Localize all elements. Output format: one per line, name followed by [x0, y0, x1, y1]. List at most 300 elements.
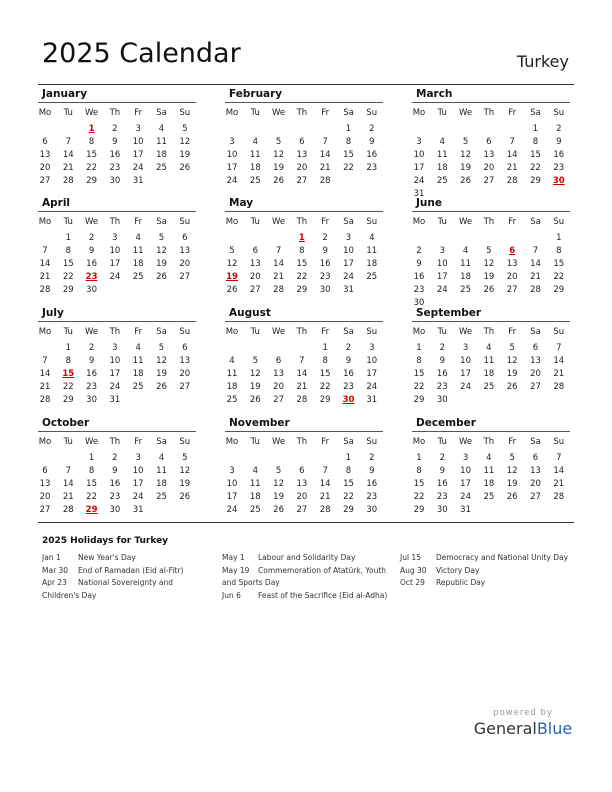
weekday-header: Mo — [38, 108, 52, 118]
month-underline — [38, 321, 196, 322]
day-cell: 12 — [179, 136, 191, 147]
page-title: 2025 Calendar — [42, 38, 241, 69]
day-cell: 17 — [436, 271, 448, 282]
day-cell: 4 — [135, 343, 141, 353]
day-cell: 27 — [530, 381, 541, 392]
day-cell: 15 — [343, 149, 354, 160]
day-cell: 22 — [86, 162, 97, 173]
weekday-header: Sa — [156, 217, 167, 227]
day-cell: 21 — [62, 491, 74, 502]
day-cell: 21 — [506, 162, 518, 173]
day-cell: 22 — [413, 381, 425, 392]
day-cell: 1 — [65, 343, 71, 353]
day-cell: 14 — [506, 149, 518, 160]
month-underline — [38, 431, 196, 432]
month-underline — [412, 211, 570, 212]
day-cell: 27 — [39, 175, 51, 186]
day-cell: 8 — [65, 245, 71, 256]
day-cell: 17 — [226, 162, 238, 173]
day-cell: 27 — [483, 175, 495, 186]
weekday-header: We — [459, 217, 473, 227]
holiday-name: New Year's Day — [78, 553, 136, 562]
day-cell: 27 — [39, 504, 51, 515]
month-name: July — [42, 307, 64, 319]
day-cell: 21 — [39, 271, 51, 282]
day-cell: 4 — [439, 136, 445, 147]
day-cell: 18 — [483, 368, 495, 379]
day-cell: 14 — [553, 465, 565, 476]
day-cell: 14 — [62, 149, 74, 160]
day-cell: 22 — [343, 162, 354, 173]
day-cell: 20 — [530, 478, 541, 489]
day-cell: 24 — [460, 381, 471, 392]
day-cell: 17 — [366, 368, 378, 379]
day-cell: 4 — [158, 453, 165, 463]
weekday-header: Fr — [134, 108, 143, 118]
day-cell: 31 — [366, 394, 378, 405]
day-cell: 29 — [62, 284, 74, 295]
day-cell: 10 — [460, 355, 471, 366]
month-name: January — [42, 88, 88, 100]
country-label: Turkey — [516, 52, 569, 71]
day-cell: 18 — [226, 381, 238, 392]
day-cell: 18 — [483, 478, 495, 489]
day-cell: 18 — [132, 258, 144, 269]
day-cell: 4 — [486, 343, 492, 353]
weekday-header: Tu — [63, 437, 73, 447]
day-cell: 20 — [179, 368, 191, 379]
day-cell: 26 — [273, 175, 284, 186]
day-cell: 28 — [62, 175, 74, 186]
holiday-column — [222, 552, 392, 602]
day-cell: 23 — [343, 381, 354, 392]
weekday-header: Sa — [156, 437, 167, 447]
holiday-name: Republic Day — [436, 578, 486, 587]
day-cell: 14 — [296, 368, 308, 379]
month-underline — [38, 211, 196, 212]
day-cell: 8 — [345, 465, 352, 476]
day-cell: 10 — [132, 136, 144, 147]
day-cell: 5 — [275, 465, 282, 476]
day-cell: 25 — [460, 284, 471, 295]
holiday-date: Apr 23 — [42, 578, 67, 587]
day-cell: 30 — [436, 504, 448, 515]
brand-blue: Blue — [536, 719, 573, 738]
day-cell: 22 — [413, 491, 425, 502]
weekday-header: Th — [109, 327, 121, 337]
day-cell: 13 — [179, 355, 191, 366]
day-cell: 28 — [506, 175, 518, 186]
day-cell: 24 — [413, 175, 425, 186]
day-cell: 3 — [112, 343, 118, 353]
day-cell: 25 — [156, 491, 167, 502]
weekday-header: Sa — [156, 327, 167, 337]
weekday-header: Sa — [343, 217, 354, 227]
day-cell: 23 — [319, 271, 331, 282]
day-cell: 17 — [132, 149, 144, 160]
weekday-header: Th — [109, 217, 121, 227]
holiday-day: 23 — [85, 271, 98, 282]
weekday-header: Fr — [134, 217, 143, 227]
day-cell: 1 — [345, 453, 352, 463]
weekday-header: Fr — [321, 217, 330, 227]
day-cell: 27 — [296, 175, 308, 186]
day-cell: 4 — [462, 245, 469, 256]
day-cell: 10 — [226, 478, 238, 489]
month-underline — [225, 102, 383, 103]
day-cell: 9 — [369, 465, 375, 476]
day-cell: 5 — [509, 343, 515, 353]
day-cell: 8 — [88, 465, 95, 476]
day-cell: 14 — [553, 355, 565, 366]
day-cell: 22 — [343, 491, 354, 502]
weekday-header: Sa — [530, 217, 541, 227]
generalblue-logo[interactable] — [473, 708, 573, 738]
day-cell: 15 — [319, 368, 331, 379]
day-cell: 2 — [369, 453, 375, 463]
day-cell: 24 — [460, 491, 471, 502]
day-cell: 19 — [156, 258, 167, 269]
weekday-header: Su — [366, 108, 378, 118]
weekday-header: Fr — [508, 437, 517, 447]
day-cell: 5 — [275, 136, 282, 147]
day-cell: 20 — [179, 258, 191, 269]
holiday-item — [42, 565, 212, 578]
weekday-header: Su — [553, 108, 565, 118]
holiday-date: Mar 30 — [42, 565, 69, 575]
day-cell: 11 — [460, 258, 471, 269]
day-cell: 24 — [226, 504, 238, 515]
day-cell: 6 — [486, 136, 492, 147]
day-cell: 6 — [275, 355, 282, 366]
day-cell: 7 — [556, 453, 562, 463]
day-cell: 8 — [556, 245, 562, 256]
day-cell: 9 — [88, 245, 95, 256]
day-cell: 30 — [366, 504, 378, 515]
day-cell: 2 — [88, 233, 95, 243]
day-cell: 21 — [296, 381, 308, 392]
holiday-date: May 19 — [222, 565, 250, 575]
day-cell: 25 — [132, 381, 144, 392]
day-cell: 3 — [112, 233, 118, 243]
day-cell: 28 — [62, 504, 74, 515]
weekday-header: Tu — [437, 217, 447, 227]
month-name: August — [229, 307, 271, 319]
day-cell: 30 — [436, 394, 448, 405]
day-cell: 19 — [506, 368, 518, 379]
day-cell: 22 — [296, 271, 308, 282]
day-cell: 1 — [416, 453, 422, 463]
month-name: March — [416, 88, 453, 100]
holiday-item — [222, 565, 392, 590]
day-cell: 26 — [249, 394, 261, 405]
day-cell: 11 — [249, 149, 261, 160]
day-cell: 9 — [556, 136, 562, 147]
weekday-header: We — [85, 327, 99, 337]
weekday-header: Fr — [508, 217, 517, 227]
day-cell: 13 — [530, 355, 541, 366]
day-cell: 22 — [62, 381, 74, 392]
day-cell: 21 — [319, 162, 331, 173]
holiday-name: Commemoration of Atatürk, Youth and Sports Day — [222, 565, 387, 587]
day-cell: 10 — [460, 465, 471, 476]
weekday-header: Sa — [343, 327, 354, 337]
weekday-header: Tu — [250, 437, 260, 447]
day-cell: 23 — [436, 491, 448, 502]
weekday-header: We — [272, 327, 286, 337]
holiday-item — [42, 577, 212, 602]
day-cell: 11 — [249, 478, 261, 489]
day-cell: 20 — [273, 381, 284, 392]
day-cell: 24 — [132, 162, 144, 173]
day-cell: 8 — [299, 245, 305, 256]
day-cell: 23 — [109, 491, 121, 502]
day-cell: 22 — [553, 271, 565, 282]
day-cell: 19 — [156, 368, 167, 379]
weekday-header: Th — [483, 217, 495, 227]
top-divider — [38, 84, 574, 85]
day-cell: 9 — [416, 258, 422, 269]
day-cell: 25 — [483, 381, 495, 392]
day-cell: 14 — [39, 258, 51, 269]
day-cell: 28 — [39, 284, 51, 295]
day-cell: 16 — [109, 149, 121, 160]
day-cell: 4 — [158, 124, 165, 134]
day-cell: 31 — [413, 188, 425, 199]
day-cell: 13 — [39, 149, 51, 160]
month-underline — [225, 431, 383, 432]
day-cell: 31 — [132, 175, 144, 186]
day-cell: 21 — [319, 491, 331, 502]
day-cell: 18 — [249, 162, 261, 173]
day-cell: 16 — [436, 368, 448, 379]
day-cell: 25 — [366, 271, 378, 282]
weekday-header: Th — [483, 327, 495, 337]
day-cell: 1 — [416, 343, 422, 353]
holiday-item — [400, 577, 572, 590]
day-cell: 12 — [226, 258, 238, 269]
weekday-header: Tu — [437, 437, 447, 447]
brand-name — [473, 719, 573, 738]
weekday-header: We — [459, 437, 473, 447]
month-name: June — [416, 197, 442, 209]
weekday-header: Sa — [530, 108, 541, 118]
day-cell: 15 — [86, 478, 97, 489]
day-cell: 18 — [249, 491, 261, 502]
day-cell: 10 — [226, 149, 238, 160]
day-cell: 19 — [273, 491, 284, 502]
day-cell: 27 — [506, 284, 518, 295]
day-cell: 1 — [556, 233, 562, 243]
day-cell: 4 — [369, 233, 375, 243]
weekday-header: Mo — [38, 327, 52, 337]
day-cell: 1 — [88, 453, 95, 463]
day-cell: 28 — [39, 394, 51, 405]
holiday-name: End of Ramadan (Eid al-Fitr) — [78, 565, 184, 575]
day-cell: 20 — [249, 271, 261, 282]
day-cell: 31 — [343, 284, 354, 295]
day-cell: 16 — [366, 478, 378, 489]
day-cell: 14 — [319, 149, 331, 160]
month-underline — [412, 321, 570, 322]
day-cell: 20 — [296, 491, 308, 502]
day-cell: 15 — [62, 258, 74, 269]
day-cell: 19 — [460, 162, 471, 173]
day-cell: 29 — [62, 394, 74, 405]
weekday-header: Tu — [63, 327, 73, 337]
day-cell: 30 — [109, 504, 121, 515]
holiday-item — [222, 552, 392, 565]
day-cell: 18 — [366, 258, 378, 269]
day-cell: 16 — [366, 149, 378, 160]
weekday-header: Th — [109, 108, 121, 118]
day-cell: 11 — [132, 355, 144, 366]
day-cell: 20 — [483, 162, 495, 173]
day-cell: 13 — [296, 478, 308, 489]
day-cell: 21 — [553, 368, 565, 379]
day-cell: 23 — [436, 381, 448, 392]
weekday-header: We — [85, 437, 99, 447]
day-cell: 24 — [109, 271, 121, 282]
day-cell: 27 — [179, 271, 191, 282]
day-cell: 26 — [273, 504, 284, 515]
day-cell: 14 — [273, 258, 284, 269]
weekday-header: Mo — [412, 217, 426, 227]
weekday-header: Su — [366, 217, 378, 227]
day-cell: 24 — [436, 284, 448, 295]
day-cell: 26 — [460, 175, 471, 186]
day-cell: 6 — [532, 453, 539, 463]
weekday-header: Tu — [437, 108, 447, 118]
day-cell: 3 — [345, 233, 352, 243]
day-cell: 3 — [229, 465, 235, 476]
day-cell: 19 — [179, 478, 191, 489]
day-cell: 15 — [296, 258, 308, 269]
day-cell: 24 — [132, 491, 144, 502]
day-cell: 19 — [483, 271, 495, 282]
holiday-column — [42, 552, 212, 602]
day-cell: 5 — [182, 453, 188, 463]
day-cell: 6 — [532, 343, 539, 353]
day-cell: 17 — [132, 478, 144, 489]
weekday-header: Sa — [156, 108, 167, 118]
day-cell: 2 — [345, 343, 352, 353]
day-cell: 10 — [366, 355, 378, 366]
month-underline — [412, 431, 570, 432]
day-cell: 16 — [413, 271, 425, 282]
day-cell: 3 — [462, 453, 469, 463]
day-cell: 9 — [88, 355, 95, 366]
day-cell: 26 — [226, 284, 238, 295]
day-cell: 7 — [556, 343, 562, 353]
day-cell: 26 — [179, 491, 191, 502]
day-cell: 8 — [416, 465, 422, 476]
holiday-item — [42, 552, 212, 565]
day-cell: 17 — [226, 491, 238, 502]
day-cell: 2 — [88, 343, 95, 353]
day-cell: 15 — [413, 478, 425, 489]
day-cell: 24 — [226, 175, 238, 186]
day-cell: 7 — [532, 245, 539, 256]
day-cell: 22 — [530, 162, 541, 173]
day-cell: 1 — [345, 124, 352, 134]
day-cell: 29 — [319, 394, 331, 405]
weekday-header: Tu — [250, 108, 260, 118]
day-cell: 1 — [65, 233, 71, 243]
day-cell: 9 — [345, 355, 352, 366]
holiday-day: 6 — [509, 245, 516, 256]
day-cell: 12 — [156, 355, 167, 366]
day-cell: 2 — [112, 453, 118, 463]
day-cell: 13 — [249, 258, 261, 269]
day-cell: 28 — [553, 491, 565, 502]
month-underline — [38, 102, 196, 103]
day-cell: 22 — [319, 381, 331, 392]
weekday-header: Su — [179, 437, 191, 447]
day-cell: 5 — [229, 245, 235, 256]
day-cell: 28 — [553, 381, 565, 392]
month-name: November — [229, 417, 290, 429]
day-cell: 8 — [322, 355, 328, 366]
weekday-header: Fr — [134, 327, 143, 337]
day-cell: 3 — [416, 136, 422, 147]
weekday-header: Sa — [343, 437, 354, 447]
day-cell: 17 — [460, 478, 471, 489]
holiday-date: Jan 1 — [42, 553, 61, 562]
brand-general: General — [473, 719, 537, 738]
bottom-divider — [38, 522, 574, 523]
weekday-header: Mo — [412, 327, 426, 337]
day-cell: 12 — [506, 355, 518, 366]
weekday-header: Su — [366, 437, 378, 447]
day-cell: 17 — [343, 258, 354, 269]
day-cell: 21 — [273, 271, 284, 282]
day-cell: 12 — [506, 465, 518, 476]
day-cell: 17 — [460, 368, 471, 379]
holiday-date: May 1 — [222, 553, 245, 562]
day-cell: 14 — [62, 478, 74, 489]
day-cell: 19 — [249, 381, 261, 392]
day-cell: 11 — [436, 149, 448, 160]
weekday-header: Fr — [321, 108, 330, 118]
day-cell: 8 — [416, 355, 422, 366]
day-cell: 8 — [532, 136, 539, 147]
day-cell: 25 — [226, 394, 238, 405]
day-cell: 21 — [553, 478, 565, 489]
month-underline — [225, 211, 383, 212]
day-cell: 4 — [486, 453, 492, 463]
weekday-header: Sa — [530, 327, 541, 337]
day-cell: 14 — [319, 478, 331, 489]
holiday-name: Labour and Solidarity Day — [258, 553, 356, 562]
day-cell: 13 — [273, 368, 284, 379]
day-cell: 19 — [273, 162, 284, 173]
weekday-header: Su — [179, 108, 191, 118]
day-cell: 11 — [226, 368, 238, 379]
day-cell: 13 — [179, 245, 191, 256]
weekday-header: Tu — [63, 108, 73, 118]
day-cell: 23 — [86, 381, 97, 392]
day-cell: 23 — [553, 162, 565, 173]
day-cell: 13 — [530, 465, 541, 476]
weekday-header: Su — [366, 327, 378, 337]
holiday-item — [222, 590, 392, 603]
day-cell: 6 — [182, 343, 188, 353]
day-cell: 27 — [249, 284, 261, 295]
day-cell: 29 — [413, 394, 425, 405]
day-cell: 9 — [112, 136, 118, 147]
day-cell: 20 — [39, 491, 51, 502]
